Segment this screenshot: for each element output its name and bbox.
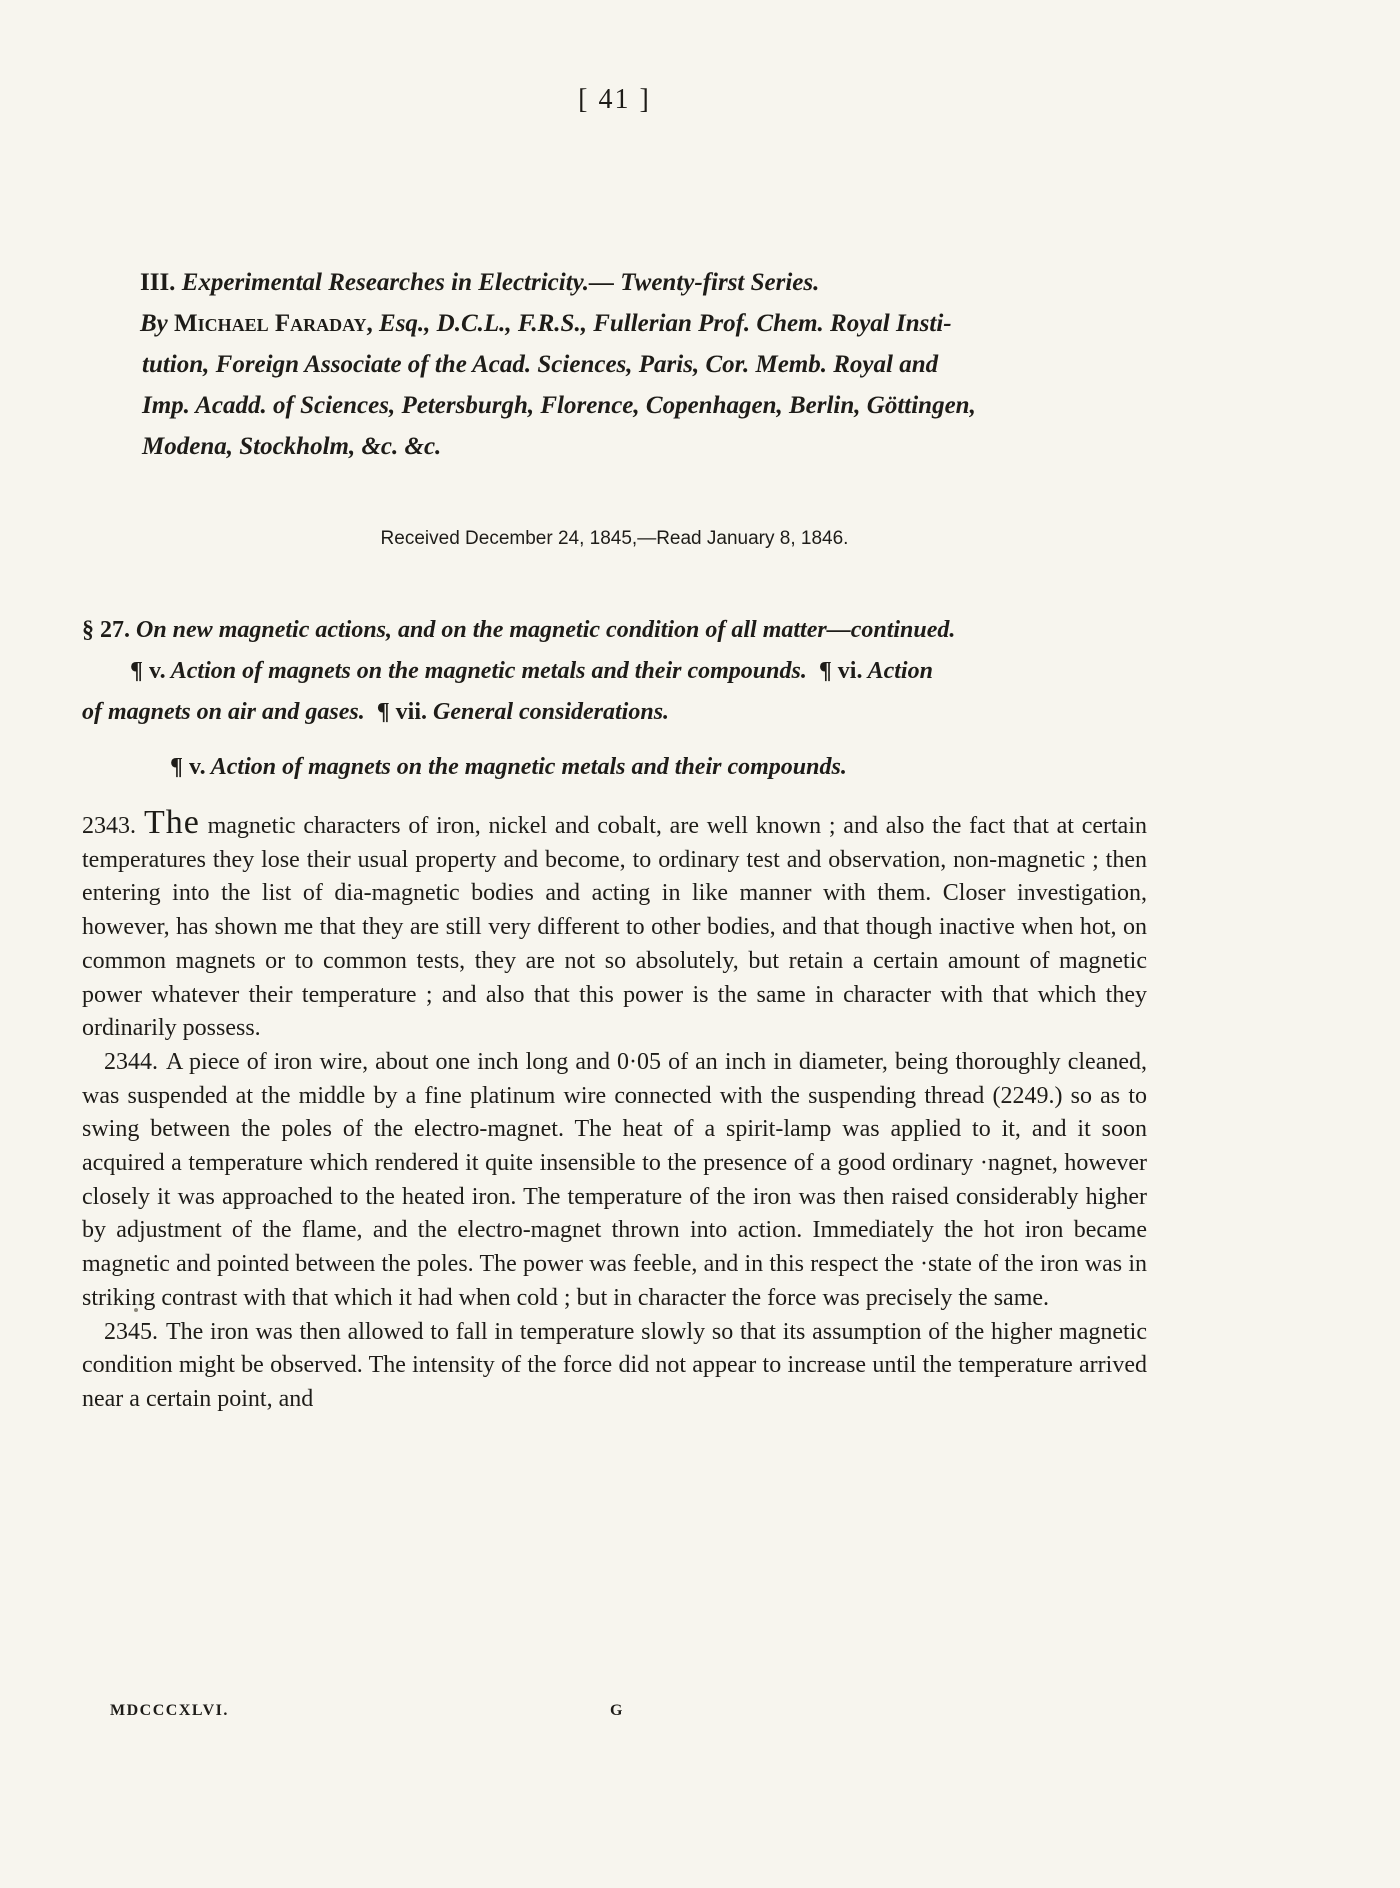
title-line-4: Imp. Acadd. of Sciences, Petersburgh, Florence, Copenhagen, Berlin, Göttingen, [142,392,976,419]
paragraph-number: 2344. [104,1048,158,1075]
title-numeral: III. [140,269,176,296]
paragraph-text: A piece of iron wire, about one inch long and 0·05 of an inch in diameter, being thoroughly cleaned, was suspended at the middle by a fine platinum wire connected with the suspending thread (2249.) so as to swing between the poles of the electro-magnet. The heat of a spirit-lamp was applied to it, and it soon acquired a temperature which rendered it quite insensible to the presence of a good ordinary ·nagnet, however closely it was approached to the heated iron. The temperature of the iron was then raised considerably higher by adjustment of the flame, and the electro-magnet thrown into action. Immediately the hot iron became magnetic and pointed between the poles. The power was feeble, and in this respect the ·state of the iron was in striking contrast with that which it had when cold ; but in character the force was precisely the same. [82,1048,1147,1311]
subsection-heading-number: v. [188,754,206,780]
title-line-2 [82,303,1147,344]
section-line-2 [82,651,1147,692]
body-text [82,806,1147,1417]
title-by: By [140,310,168,337]
pilcrow-icon: ¶ [818,658,832,684]
subsection-vi-number: vi. [837,658,863,684]
section-line-1 [82,610,1147,651]
author-credentials: Esq., D.C.L., F.R.S., Fullerian Prof. Chem. Royal Insti- [379,310,952,337]
title-line-1 [82,262,1147,303]
section-heading [82,610,1147,733]
paragraph [82,1046,1147,1316]
subsection-vi-title-end: of magnets on air and gases. [82,699,365,725]
paragraph-lead-word: The [144,804,200,841]
paragraph [82,806,1147,1046]
title-line-3: tution, Foreign Associate of the Acad. Sciences, Paris, Cor. Memb. Royal and [142,351,939,378]
paragraph [82,1316,1147,1417]
article-title [82,262,1147,467]
received-date-line: Received December 24, 1845,—Read January 8, 1846. [380,528,849,549]
signature-letter: G [610,1702,624,1719]
section-title: On new magnetic actions, and on the magnetic condition of all matter—continued. [136,617,956,643]
title-series: Experimental Researches in Electricity.— Twenty-first Series. [181,269,820,296]
paragraph-number: 2343. [82,813,136,839]
subsection-vii-title: General considerations. [433,699,670,725]
signature-year: MDCCCXLVI. [110,1702,229,1719]
pilcrow-icon: ¶ [170,754,183,780]
pilcrow-icon: ¶ [376,699,390,725]
section-line-3 [82,692,1147,733]
author-name: Michael Faraday, [174,310,373,337]
paragraph-text: The iron was then allowed to fall in temperature slowly so that its assumption of the higher magnetic condition might be observed. The intensity of the force did not appear to increase until the temperature arrived near a certain point, and [82,1318,1147,1412]
page-number: [ 41 ] [578,84,651,115]
pilcrow-icon: ¶ [130,658,143,684]
subsection-heading-title: Action of magnets on the magnetic metals and their compounds. [210,754,847,780]
subsection-heading [82,754,1147,781]
subsection-v-number: v. [148,658,166,684]
paragraph-text: magnetic characters of iron, nickel and cobalt, are well known ; and also the fact that at certain temperatures they lose their usual property and become, to ordinary test and observation, non-magnetic ; then entering into the list of dia-magnetic bodies and acting in like manner with them. Closer investigation, however, has shown me that they are still very different to other bodies, and that though inactive when hot, on common magnets or to common tests, they are not so absolutely, but retain a certain amount of magnetic power whatever their temperature ; and also that this power is the same in character with that which they ordinarily possess. [82,813,1147,1042]
title-line-5: Modena, Stockholm, &c. &c. [142,433,442,460]
subsection-v-title: Action of magnets on the magnetic metals and their compounds. [170,658,807,684]
section-mark: § [82,617,94,643]
subsection-vi-title-start: Action [867,658,933,684]
subsection-vii-number: vii. [395,699,428,725]
section-number: 27. [100,617,130,643]
paragraph-number: 2345. [104,1318,158,1345]
